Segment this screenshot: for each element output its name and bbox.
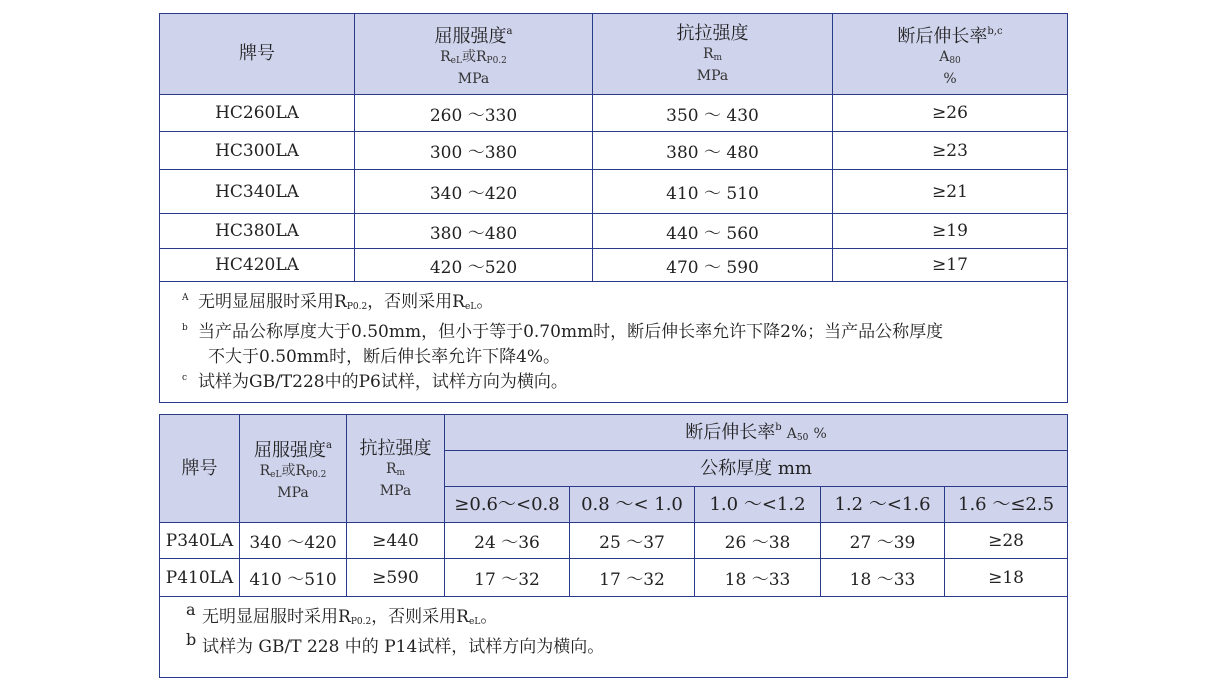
header-tensile-strength: 抗拉强度 $R_m$ MPa (593, 14, 833, 95)
table1-footnotes (160, 282, 1068, 403)
footnote-b: b 当产品公称厚度大于0.50mm，但小于等于0.70mm时，断后伸长率允许下降2%；当产品公称厚度 (182, 322, 944, 342)
tensile-properties-table-1 (159, 13, 1068, 403)
table-row: HC300LA 300 ～380 380 ～ 480 ≥23 (160, 132, 1068, 170)
header-range: 0.8 ～< 1.0 (570, 487, 695, 523)
header-grade: 牌号 (160, 415, 240, 523)
tensile-properties-table-2 (159, 414, 1068, 678)
table1-notes-row (160, 282, 1068, 403)
footnote-c: c 试样为GB/T228中的P6试样，试样方向为横向。 (182, 372, 568, 392)
table-row: HC340LA 340 ～420 410 ～ 510 ≥21 (160, 170, 1068, 214)
header-range: ≥0.6～<0.8 (445, 487, 570, 523)
header-range: 1.0 ～<1.2 (695, 487, 821, 523)
header-yield-strength: 屈服强度$^a$ $R_{eL}$或$R_{P0.2}$ MPa (355, 14, 593, 95)
table-row: HC260LA 260 ～330 350 ～ 430 ≥26 (160, 95, 1068, 132)
table2-notes-row (160, 597, 1068, 678)
table-row: HC420LA 420 ～520 470 ～ 590 ≥17 (160, 249, 1068, 282)
table-row: P410LA 410 ～510 ≥590 17 ～32 17 ～32 18 ～33 18 ～33 ≥18 (160, 559, 1068, 597)
table2-footnotes (160, 597, 1068, 678)
header-yield-strength: 屈服强度$^a$ $R_{eL}$或$R_{P0.2}$ MPa (240, 415, 347, 523)
header-range: 1.2 ～<1.6 (821, 487, 945, 523)
footnote-a: A 无明显屈服时采用$R_{P0.2}$，否则采用$R_{eL}$。 (182, 292, 494, 312)
table1-header-row (160, 14, 1068, 95)
table2-header-row-1 (160, 415, 1068, 451)
yield-title: 屈服强度 (434, 25, 507, 47)
header-tensile-strength: 抗拉强度 $R_m$ MPa (347, 415, 445, 523)
footnote-b: b 试样为 GB/T 228 中的 P14试样，试样方向为横向。 (186, 630, 605, 657)
footnote-b-continued: 不大于0.50mm时，断后伸长率允许下降4%。 (208, 347, 561, 367)
footnote-a: a 无明显屈服时采用$R_{P0.2}$，否则采用$R_{eL}$。 (186, 600, 498, 627)
header-elongation: 断后伸长率$^{b,c}$ $A_{80}$ % (833, 14, 1068, 95)
header-thickness: 公称厚度 mm (445, 451, 1068, 487)
table-row: HC380LA 380 ～480 440 ～ 560 ≥19 (160, 214, 1068, 249)
header-elongation: 断后伸长率$^b$ $A_{50}$ % (445, 415, 1068, 451)
header-grade: 牌号 (160, 14, 355, 95)
table-row: P340LA 340 ～420 ≥440 24 ～36 25 ～37 26 ～38 27 ～39 ≥28 (160, 523, 1068, 559)
header-range: 1.6 ～≤2.5 (945, 487, 1068, 523)
